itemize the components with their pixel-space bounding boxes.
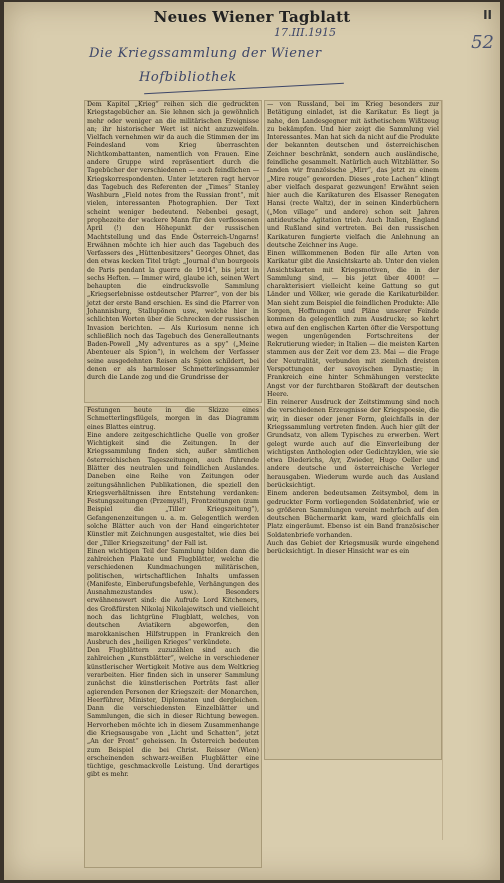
clipping-column-1 [84, 100, 262, 403]
paragraph: Einen wichtigen Teil der Sammlung bilden dann die zahlreichen Plakate und Flugblätter, welche die verschiedenen Kundmachungen militärischen, politischen, wirtschaftlichen Inhalts umfassen (Manifeste, Einberufungsbefehle, Verhängungen des Ausnahmezustandes usw.). Besonders erwähnenswert sind: die Aufrufe Lord Kitcheners, des Großfürsten Nikolaj Nikolajewitsch und vielleicht noch das lichtgrüne Flugblatt, welches, von deutschen Aviatikern abgeworfen, den marokkanischen Hilfstruppen in Frankreich den Ausbruch des „heiligen Krieges“ verkündete. [87, 547, 259, 646]
page-number: II [483, 8, 492, 22]
archive-corner-mark: 52 [471, 32, 494, 53]
newspaper-page [4, 2, 500, 880]
paragraph: Auch das Gebiet der Kriegsmusik wurde eingehend berücksichtigt. In dieser Hinsicht war es ein [267, 539, 439, 556]
paragraph: Eine andere zeitgeschichtliche Quelle von großer Wichtigkeit sind die Zeitungen. In der Kriegssammlung finden sich, außer sämtlichen österreichischen Tageszeitungen, auch führende Blätter des neutralen und feindlichen Auslandes. Daneben eine Reihe von Zeitungen oder zeitungsähnlichen Publikationen, die speziell den Kriegsverhältnissen ihre Entstehung verdanken: Festungszeitungen (Przemysl!), Frontzeitungen (zum Beispiel die „Tiller Kriegszeitung“), Gefangenenzeitungen u. a. m. Gelegentlich werden solche Blätter auch von der Hand eingerichteter Künstler mit Zeichnungen ausgestaltet, wie dies bei der „Tiller Kriegszeitung“ der Fall ist. [87, 431, 259, 547]
paragraph: — von Russland, bei im Krieg besonders zur Betätigung einladet, ist die Karikatur. Es liegt ja nahe, den Landesgegner mit ästhetischem Wißtzeug zu bekämpfen. Und hier zeigt die Sammlung viel Interessantes. Man hat sich da nicht auf die Produkte der bekannten deutschen und österreichischen Zeichner beschränkt, sondern auch ausländische, feindliche gesammelt. Natürlich auch Witzblätter. So fanden wir französische „Mirr“, das jetzt zu einem „Mire rouge“ geworden. Dieses „rote Lachen“ klingt aber vielfach desparat gezwungen! Erwähnt seien hier auch die Karikaturen des Elsasser Renegaten Hansi (recte Waltz), der in seinen Kinderbüchern („Mon village“ und andere) schon seit Jahren antideutsche Agitation trieb. Auch Italien, England und Rußland sind vertreten. Bei den russischen Karikaturen fungierte vielfach die Anlehnung an deutsche Zeichner ins Auge. [267, 101, 439, 249]
paragraph: Einem anderen bedeutsamen Zeitsymbol, dem in gedruckter Form vorliegenden Soldatenbrief, wie er so größeren Sammlungen vereint mehrfach auf den deutschen Büchermarkt kam, ward gleichfalls ein Platz eingeräumt. Ebenso ist ein Band französischer Soldatenbriefe vorhanden. [267, 490, 439, 539]
paragraph: Einen willkommenen Boden für alle Arten von Karikatur gibt die Ansichtskarte ab. Unter den vielen Ansichtskarten mit Kriegsmotiven, die in der Sammlung sind, — bis jetzt über 4000! — charakterisiert vielleicht keine Gattung so gut Länder und Völker, wie gerade die Karikaturbilder. Man sieht zum Beispiel die feindlichen Produkte: Alle Sorgen, Hoffnungen und Pläne unserer Feinde kommen da gelegentlich zum Ausdrucke; so kehrt etwa auf den englischen Karten öfter die Verspottung wegen ungenügenden Fortschreitens der Rekrutierung wieder; in Italien — die meisten Karten stammen aus der Zeit vor dem 23. Mai — die Frage der Neutralität, verbunden mit ziemlich dreisten Verspottungen der savoyischen Dynastie; in Frankreich eine hinter Schmähungen versteckte Angst vor der furchtbaren Stoßkraft der deutschen Heere. [267, 250, 439, 398]
clipping-column-2 [84, 406, 262, 868]
handwritten-date: 17.III.1915 [274, 26, 337, 39]
paragraph: Festungen heute in die Skizze eines Schmetterlingsflügels, morgen in das Diagramm eines Blattes eintrug. [87, 407, 259, 431]
handwritten-title-line2: Hofbibliothek [139, 70, 237, 85]
clipping-column-3 [264, 100, 442, 760]
handwritten-title-line1: Die Kriegssammlung der Wiener [89, 46, 322, 61]
paragraph: Dem Kapitel „Krieg“ reihen sich die gedruckten Kriegstagebücher an. Sie lehnen sich ja gewöhnlich mehr oder weniger an die militärischen Ereignisse an; ihr historischer Wert ist nicht anzuzweifeln. Vielfach vernehmen wir da auch die Stimmen der im Feindesland vom Krieg überraschten Nichtkombattanten, namentlich von Frauen. Eine andere Gruppe wird repräsentiert durch die Tagebücher der verschiedenen — auch feindlichen — Kriegskorrespondenten. Unter letzteren ragt hervor das Tagebuch des Referenten der „Times“ Stanley Washburn „Field notes from the Russian front“, mit vielen, interessanten Photographien. Der Text scheint weniger bedeutend. Nebenbei gesagt, prophezeite der wackere Mann für den verflossenen April (!) den Höhepunkt der russischen Machtstellung und das Ende Österreich-Ungarns! Erwähnen möchte ich hier auch das Tagebuch des Verfassers des „Hüttenbesitzers“ Georges Ohnet, das den etwas kecken Titel trägt: „Journal d'un bourgeois de Paris pendant la guerre de 1914“, bis jetzt in sechs Heften. — Immer wird, glaube ich, seinen Wert behaupten die eindrucksvolle Sammlung „Kriegserlebnisse ostdeutscher Pfarrer“, von der bis jetzt der erste Band erschien. Es sind die Pfarrer von Johannisburg, Stallupönen usw., welche hier in schlichten Worten über die Schrecken der russischen Invasion berichten. — Als Kuriosum nenne ich schließlich noch das Tagebuch des Generalleutnants Baden-Powell „My adventures as a spy“ („Meine Abenteuer als Spion“), in welchem der Verfasser seine ausgedehnten Reisen als Spion schildert, bei denen er als harmloser Schmetterlingssammler durch die Lande zog und die Grundrisse der [87, 101, 259, 382]
paragraph: Ein reinerer Ausdruck der Zeitstimmung sind noch die verschiedenen Erzeugnisse der Kriegspoesie, die wir, in dieser oder jener Form, gleichfalls in der Kriegssammlung vertreten finden. Auch hier gilt der Grundsatz, von allem Typisches zu erwerben. Wert gelegt wurde auch auf die Einverleibung der wichtigsten Anthologien oder Gedichtzyklen, wie sie etwa Diederichs, Ayr, Zwieder, Hugo Oeller und andere deutsche und österreichische Verleger herausgaben. Wiederum wurde auch das Ausland berücksichtigt. [267, 399, 439, 489]
paper-fold-line [442, 100, 443, 840]
paragraph: Den Flugblättern zuzuzählen sind auch die zahlreichen „Kunstblätter“, welche in verschiedener künstlerischer Wertigkeit Motive aus dem Weltkrieg verarbeiten. Hier finden sich in unserer Sammlung zunächst die künstlerischen Porträts fast aller agierenden Personen der Kriegszeit: der Monarchen, Heerführer, Minister, Diplomaten und dergleichen. Dann die verschiedensten Einzelblätter und Sammlungen, die sich in dieser Richtung bewegen. Hervorheben möchte ich in diesem Zusammenhange die Kriegsausgabe von „Licht und Schatten“, jetzt „An der Front“ geheissen. In Österreich bedeuten zum Beispiel die bei Christ. Reisser (Wien) erscheinenden schwarz-weißen Flugblätter eine tüchtige, geschmackvolle Leistung. Und derartiges gibt es mehr. [87, 647, 259, 779]
masthead-title: Neues Wiener Tagblatt [153, 8, 351, 26]
